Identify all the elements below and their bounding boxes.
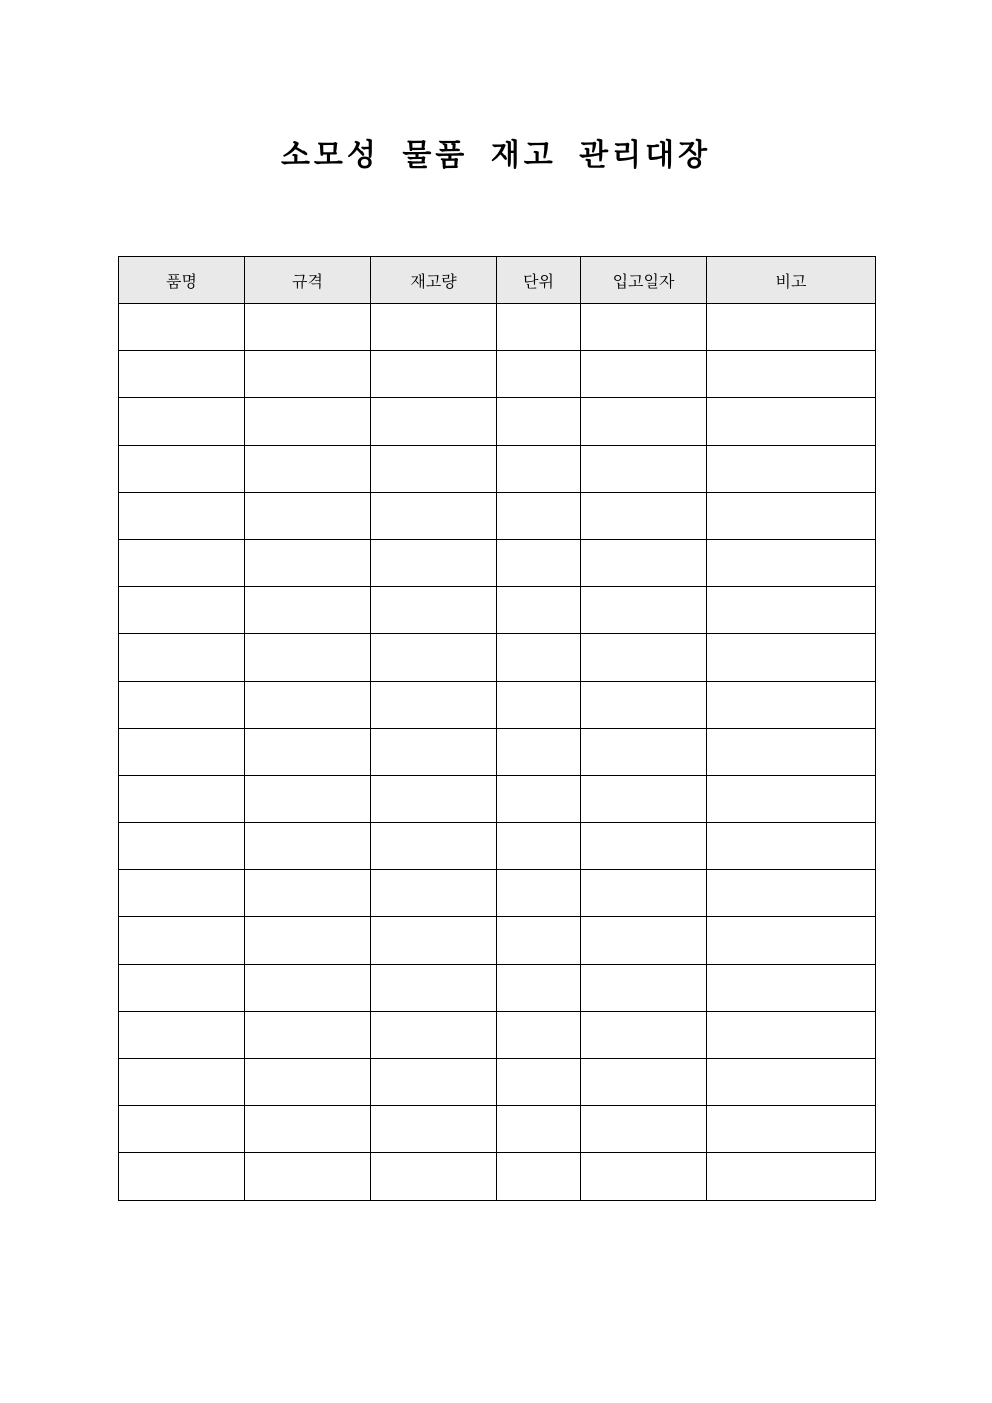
table-row — [119, 351, 876, 398]
cell-item-name — [119, 634, 245, 681]
cell-received-date — [581, 1059, 707, 1106]
cell-received-date — [581, 1153, 707, 1200]
cell-item-name — [119, 539, 245, 586]
cell-unit — [497, 1153, 581, 1200]
cell-item-name — [119, 351, 245, 398]
table-row — [119, 1153, 876, 1200]
cell-received-date — [581, 681, 707, 728]
cell-received-date — [581, 634, 707, 681]
table-row — [119, 634, 876, 681]
cell-specification — [245, 870, 371, 917]
table-row — [119, 728, 876, 775]
cell-received-date — [581, 351, 707, 398]
cell-specification — [245, 1153, 371, 1200]
cell-received-date — [581, 445, 707, 492]
cell-stock-quantity — [371, 1153, 497, 1200]
cell-received-date — [581, 1106, 707, 1153]
cell-remarks — [707, 1106, 876, 1153]
inventory-ledger-table — [118, 256, 876, 1201]
cell-remarks — [707, 1153, 876, 1200]
cell-specification — [245, 1059, 371, 1106]
cell-remarks — [707, 728, 876, 775]
cell-specification — [245, 823, 371, 870]
cell-remarks — [707, 304, 876, 351]
cell-specification — [245, 775, 371, 822]
cell-specification — [245, 634, 371, 681]
cell-item-name — [119, 1059, 245, 1106]
cell-item-name — [119, 917, 245, 964]
cell-item-name — [119, 775, 245, 822]
document-title: 소모성 물품 재고 관리대장 — [280, 138, 712, 173]
cell-remarks — [707, 1011, 876, 1058]
cell-received-date — [581, 1011, 707, 1058]
cell-specification — [245, 587, 371, 634]
cell-stock-quantity — [371, 917, 497, 964]
cell-stock-quantity — [371, 823, 497, 870]
cell-stock-quantity — [371, 775, 497, 822]
cell-stock-quantity — [371, 634, 497, 681]
table-row — [119, 398, 876, 445]
cell-specification — [245, 445, 371, 492]
column-header-unit: 단위 — [497, 257, 581, 304]
cell-stock-quantity — [371, 492, 497, 539]
cell-specification — [245, 304, 371, 351]
cell-received-date — [581, 398, 707, 445]
cell-stock-quantity — [371, 398, 497, 445]
cell-specification — [245, 964, 371, 1011]
cell-unit — [497, 681, 581, 728]
cell-unit — [497, 917, 581, 964]
cell-remarks — [707, 917, 876, 964]
table-row — [119, 823, 876, 870]
cell-specification — [245, 681, 371, 728]
cell-unit — [497, 823, 581, 870]
table-row — [119, 964, 876, 1011]
cell-remarks — [707, 823, 876, 870]
cell-stock-quantity — [371, 351, 497, 398]
cell-stock-quantity — [371, 304, 497, 351]
cell-specification — [245, 398, 371, 445]
cell-unit — [497, 539, 581, 586]
cell-stock-quantity — [371, 445, 497, 492]
cell-item-name — [119, 492, 245, 539]
cell-unit — [497, 304, 581, 351]
cell-unit — [497, 728, 581, 775]
cell-unit — [497, 398, 581, 445]
cell-unit — [497, 964, 581, 1011]
cell-received-date — [581, 304, 707, 351]
cell-unit — [497, 587, 581, 634]
cell-stock-quantity — [371, 870, 497, 917]
cell-remarks — [707, 964, 876, 1011]
table-row — [119, 681, 876, 728]
header-row — [119, 257, 876, 304]
column-header-stock-quantity: 재고량 — [371, 257, 497, 304]
cell-received-date — [581, 964, 707, 1011]
cell-item-name — [119, 587, 245, 634]
cell-specification — [245, 492, 371, 539]
table-row — [119, 775, 876, 822]
cell-item-name — [119, 681, 245, 728]
cell-remarks — [707, 445, 876, 492]
table-row — [119, 1059, 876, 1106]
cell-received-date — [581, 823, 707, 870]
cell-unit — [497, 445, 581, 492]
cell-item-name — [119, 823, 245, 870]
cell-remarks — [707, 351, 876, 398]
cell-remarks — [707, 681, 876, 728]
cell-item-name — [119, 964, 245, 1011]
cell-received-date — [581, 492, 707, 539]
cell-item-name — [119, 728, 245, 775]
cell-specification — [245, 917, 371, 964]
cell-item-name — [119, 398, 245, 445]
table-row — [119, 587, 876, 634]
table-row — [119, 870, 876, 917]
cell-remarks — [707, 634, 876, 681]
cell-remarks — [707, 492, 876, 539]
cell-specification — [245, 351, 371, 398]
cell-unit — [497, 492, 581, 539]
cell-unit — [497, 351, 581, 398]
column-header-specification: 규격 — [245, 257, 371, 304]
cell-stock-quantity — [371, 1011, 497, 1058]
cell-stock-quantity — [371, 587, 497, 634]
ledger-body — [119, 304, 876, 1201]
cell-unit — [497, 1011, 581, 1058]
table-row — [119, 492, 876, 539]
cell-specification — [245, 539, 371, 586]
cell-item-name — [119, 1106, 245, 1153]
cell-unit — [497, 1106, 581, 1153]
table-row — [119, 1106, 876, 1153]
table-row — [119, 304, 876, 351]
cell-item-name — [119, 870, 245, 917]
cell-specification — [245, 728, 371, 775]
cell-specification — [245, 1011, 371, 1058]
table-row — [119, 539, 876, 586]
cell-remarks — [707, 398, 876, 445]
cell-received-date — [581, 728, 707, 775]
cell-remarks — [707, 775, 876, 822]
cell-item-name — [119, 445, 245, 492]
cell-remarks — [707, 539, 876, 586]
cell-unit — [497, 775, 581, 822]
cell-remarks — [707, 587, 876, 634]
cell-stock-quantity — [371, 728, 497, 775]
table-row — [119, 917, 876, 964]
table-row — [119, 445, 876, 492]
cell-remarks — [707, 1059, 876, 1106]
column-header-item-name: 품명 — [119, 257, 245, 304]
cell-remarks — [707, 870, 876, 917]
cell-unit — [497, 870, 581, 917]
cell-received-date — [581, 917, 707, 964]
cell-unit — [497, 1059, 581, 1106]
cell-specification — [245, 1106, 371, 1153]
cell-received-date — [581, 587, 707, 634]
cell-stock-quantity — [371, 1059, 497, 1106]
cell-stock-quantity — [371, 964, 497, 1011]
cell-item-name — [119, 1153, 245, 1200]
cell-stock-quantity — [371, 539, 497, 586]
cell-received-date — [581, 870, 707, 917]
cell-item-name — [119, 1011, 245, 1058]
cell-stock-quantity — [371, 1106, 497, 1153]
cell-item-name — [119, 304, 245, 351]
column-header-received-date: 입고일자 — [581, 257, 707, 304]
table-row — [119, 1011, 876, 1058]
column-header-remarks: 비고 — [707, 257, 876, 304]
cell-unit — [497, 634, 581, 681]
cell-received-date — [581, 775, 707, 822]
cell-received-date — [581, 539, 707, 586]
cell-stock-quantity — [371, 681, 497, 728]
